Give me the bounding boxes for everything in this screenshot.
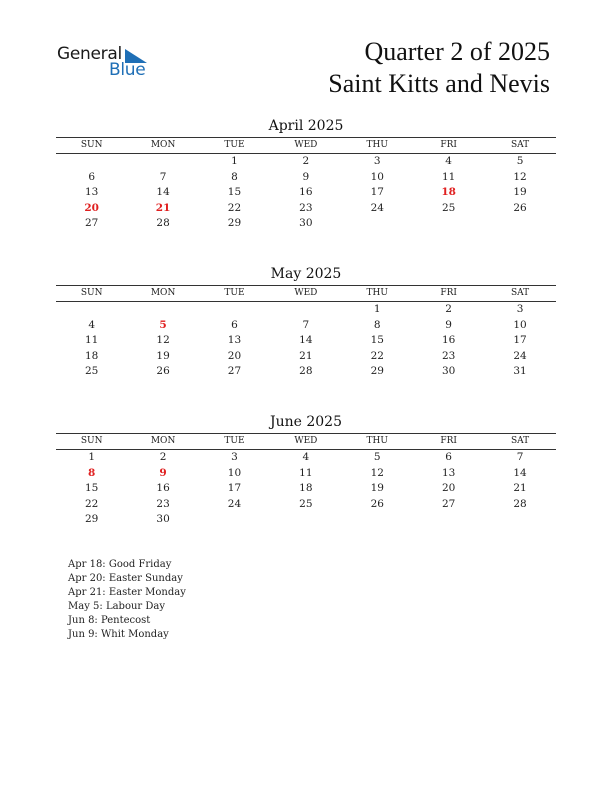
day-cell: 26 — [156, 365, 170, 378]
holiday-item: Apr 18: Good Friday — [68, 559, 172, 570]
day-cell: 10 — [370, 170, 384, 183]
day-cell: 17 — [370, 186, 384, 199]
day-cell: 8 — [373, 318, 381, 331]
weekday-header — [56, 138, 556, 152]
day-cell: 20 — [227, 349, 242, 362]
day-cell: 26 — [513, 201, 527, 214]
weekday-label: WED — [294, 288, 318, 298]
empty-day-cell — [199, 512, 270, 528]
day-cell: 24 — [513, 349, 527, 362]
weekday-header — [56, 434, 556, 448]
weekday-label: THU — [366, 140, 388, 150]
empty-day-cell — [56, 154, 127, 170]
empty-day-cell — [413, 512, 484, 528]
empty-day-cell — [199, 302, 270, 318]
day-cell: 9 — [302, 170, 310, 183]
day-cell: 15 — [227, 186, 242, 199]
day-cell: 16 — [156, 482, 170, 495]
day-cell: 29 — [85, 513, 99, 526]
week-row — [56, 497, 556, 513]
week-row — [56, 364, 556, 380]
weekday-header — [56, 286, 556, 300]
month-title: June 2025 — [269, 414, 342, 430]
day-cell: 12 — [513, 170, 527, 183]
day-cell: 27 — [441, 497, 456, 510]
week-row — [56, 349, 556, 365]
day-cell: 29 — [370, 365, 384, 378]
day-cell: 16 — [299, 186, 313, 199]
day-cell: 23 — [441, 349, 456, 362]
day-cell: 7 — [159, 170, 167, 183]
day-cell: 25 — [299, 497, 313, 510]
day-cell: 19 — [370, 482, 384, 495]
day-cell: 11 — [85, 334, 99, 347]
day-cell: 2 — [159, 451, 167, 463]
day-cell: 12 — [156, 334, 170, 347]
week-row — [56, 170, 556, 186]
day-cell: 26 — [370, 497, 384, 510]
month-title: April 2025 — [268, 118, 344, 134]
weekday-label: TUE — [224, 140, 245, 150]
weekday-label: WED — [294, 436, 318, 446]
holiday-list — [68, 558, 186, 642]
day-cell: 29 — [227, 217, 242, 230]
day-cell: 13 — [441, 466, 456, 479]
holiday-day-cell: 9 — [159, 466, 167, 479]
week-row — [56, 318, 556, 334]
day-cell: 13 — [85, 186, 99, 199]
day-cell: 25 — [85, 365, 99, 378]
title-country: Saint Kitts and Nevis — [328, 69, 550, 98]
holiday-item: Jun 8: Pentecost — [68, 615, 151, 626]
empty-day-cell — [484, 512, 555, 528]
day-cell: 1 — [373, 303, 381, 315]
month-title: May 2025 — [270, 266, 342, 282]
month-calendar-april — [56, 116, 556, 232]
day-cell: 28 — [156, 217, 170, 230]
day-cell: 21 — [513, 482, 527, 495]
day-cell: 1 — [88, 451, 96, 463]
week-row — [56, 512, 556, 528]
month-calendar-may — [56, 264, 556, 380]
day-cell: 23 — [156, 497, 170, 510]
month-calendar-june — [56, 412, 556, 528]
weekday-label: THU — [366, 288, 388, 298]
day-cell: 22 — [85, 497, 99, 510]
weeks — [56, 154, 556, 232]
holiday-item: Apr 20: Easter Sunday — [68, 573, 183, 584]
day-cell: 2 — [445, 303, 452, 315]
week-row — [56, 185, 556, 201]
day-cell: 11 — [441, 170, 456, 183]
day-cell: 14 — [156, 186, 170, 199]
day-cell: 30 — [299, 217, 313, 230]
generalblue-logo — [57, 44, 157, 84]
empty-day-cell — [342, 216, 413, 232]
empty-day-cell — [56, 302, 127, 318]
day-cell: 5 — [373, 451, 381, 463]
weekday-label: WED — [294, 140, 318, 150]
day-cell: 17 — [513, 334, 527, 347]
day-cell: 30 — [441, 365, 456, 378]
empty-day-cell — [270, 512, 341, 528]
weekday-label: SUN — [80, 288, 103, 298]
day-cell: 6 — [231, 318, 238, 331]
day-cell: 14 — [513, 466, 527, 479]
day-cell: 15 — [85, 482, 99, 495]
day-cell: 15 — [370, 334, 384, 347]
holiday-item: Apr 21: Easter Monday — [68, 587, 186, 598]
day-cell: 16 — [441, 334, 456, 347]
day-cell: 10 — [513, 318, 527, 331]
weekday-label: SAT — [510, 436, 530, 446]
weekday-label: FRI — [440, 436, 457, 446]
empty-day-cell — [270, 302, 341, 318]
day-cell: 4 — [88, 318, 96, 331]
empty-day-cell — [484, 216, 555, 232]
weekday-label: TUE — [224, 436, 245, 446]
week-row — [56, 481, 556, 497]
day-cell: 8 — [231, 170, 238, 183]
day-cell: 5 — [516, 155, 524, 167]
holiday-day-cell: 21 — [155, 201, 171, 214]
day-cell: 23 — [299, 201, 313, 214]
day-cell: 2 — [302, 155, 310, 167]
weekday-label: SAT — [510, 140, 530, 150]
day-cell: 18 — [299, 482, 313, 495]
day-cell: 22 — [370, 349, 384, 362]
logo-word-blue: Blue — [109, 60, 146, 80]
week-row — [56, 154, 556, 170]
day-cell: 11 — [299, 466, 313, 479]
weekday-label: SUN — [80, 436, 103, 446]
holiday-item: May 5: Labour Day — [68, 601, 165, 612]
day-cell: 9 — [445, 318, 452, 331]
weekday-label: TUE — [224, 288, 245, 298]
day-cell: 19 — [156, 349, 170, 362]
weekday-label: SUN — [80, 140, 103, 150]
empty-day-cell — [127, 154, 198, 170]
week-row — [56, 333, 556, 349]
week-row — [56, 201, 556, 217]
empty-day-cell — [413, 216, 484, 232]
day-cell: 14 — [299, 334, 313, 347]
weekday-label: MON — [150, 140, 176, 150]
day-cell: 17 — [227, 482, 242, 495]
day-cell: 31 — [513, 365, 527, 378]
day-cell: 22 — [227, 201, 242, 214]
holiday-day-cell: 18 — [441, 186, 456, 199]
week-row — [56, 302, 556, 318]
weeks — [56, 450, 556, 528]
holiday-day-cell: 8 — [88, 466, 96, 479]
day-cell: 27 — [227, 365, 242, 378]
holiday-day-cell: 20 — [84, 201, 99, 214]
day-cell: 21 — [299, 349, 313, 362]
day-cell: 18 — [85, 349, 99, 362]
weekday-label: SAT — [510, 288, 530, 298]
day-cell: 24 — [370, 201, 384, 214]
holiday-item: Jun 9: Whit Monday — [68, 629, 169, 640]
day-cell: 28 — [299, 365, 313, 378]
day-cell: 3 — [516, 303, 524, 315]
logo-word-general: General — [57, 44, 122, 64]
weeks — [56, 302, 556, 380]
weekday-label: FRI — [440, 288, 457, 298]
empty-day-cell — [127, 302, 198, 318]
weekday-label: THU — [366, 436, 388, 446]
day-cell: 10 — [227, 466, 242, 479]
day-cell: 13 — [227, 334, 242, 347]
day-cell: 7 — [516, 451, 524, 463]
empty-day-cell — [342, 512, 413, 528]
day-cell: 27 — [85, 217, 99, 230]
day-cell: 3 — [231, 451, 238, 463]
weekday-label: MON — [150, 436, 176, 446]
day-cell: 3 — [373, 155, 381, 167]
day-cell: 1 — [231, 155, 238, 167]
day-cell: 6 — [88, 170, 96, 183]
day-cell: 7 — [302, 318, 310, 331]
page-title — [328, 36, 550, 100]
day-cell: 19 — [513, 186, 527, 199]
day-cell: 6 — [445, 451, 452, 463]
week-row — [56, 466, 556, 482]
day-cell: 12 — [370, 466, 384, 479]
day-cell: 20 — [441, 482, 456, 495]
day-cell: 28 — [513, 497, 527, 510]
day-cell: 25 — [441, 201, 456, 214]
weekday-label: MON — [150, 288, 176, 298]
day-cell: 30 — [156, 513, 170, 526]
day-cell: 24 — [227, 497, 242, 510]
week-row — [56, 216, 556, 232]
title-quarter: Quarter 2 of 2025 — [364, 37, 550, 66]
holiday-day-cell: 5 — [159, 318, 167, 331]
weekday-label: FRI — [440, 140, 457, 150]
week-row — [56, 450, 556, 466]
day-cell: 4 — [445, 155, 452, 167]
day-cell: 4 — [302, 451, 310, 463]
